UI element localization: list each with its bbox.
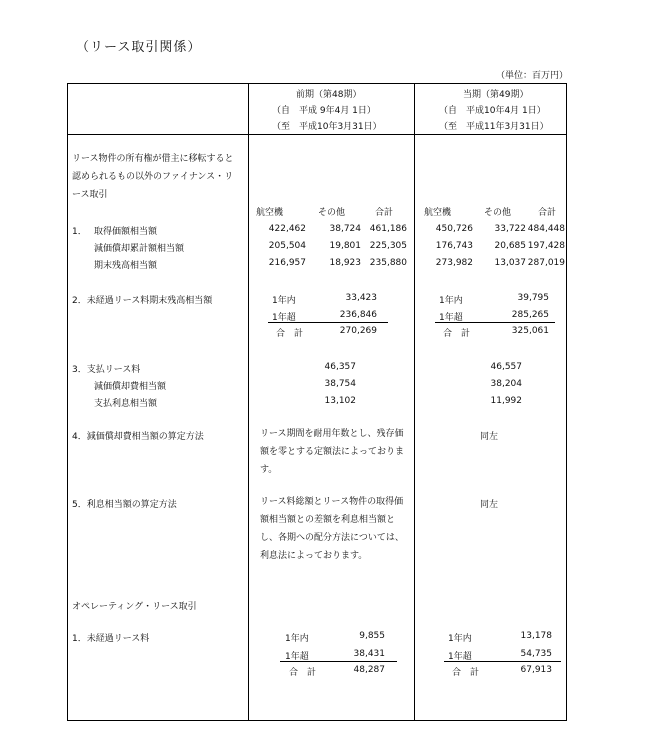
- item4-curr-text: 同左: [480, 432, 499, 442]
- prev-period-label: 前期（第48期）: [296, 90, 362, 100]
- header-divider: [67, 134, 567, 135]
- col-divider-1: [248, 83, 249, 721]
- curr-period-to: （至 平成11年3月31日）: [439, 122, 549, 132]
- item2-curr-within-label: 1年内: [439, 296, 463, 306]
- item1-row3-label: 期末残高相当額: [94, 261, 158, 271]
- item1-r2-curr-total: 197,428: [527, 241, 565, 251]
- op-curr-total-label: 合 計: [452, 668, 480, 678]
- item2-prev-rule: [268, 322, 388, 323]
- prev-col-total: 合計: [375, 208, 394, 218]
- item1-r2-prev-total: 225,305: [369, 241, 407, 251]
- op-curr-rule: [444, 661, 561, 662]
- item1-r3-prev-other: 18,923: [329, 258, 361, 268]
- item1-r2-prev-aircraft: 205,504: [268, 241, 306, 251]
- item5-prev-text: リース料総額とリース物件の取得価額相当額との差額を利息相当額とし、各期への配分方法については、利息法によっております。: [260, 497, 404, 561]
- item1-r1-prev-total: 461,186: [369, 224, 407, 234]
- item3-curr-lease: 46,557: [490, 362, 522, 372]
- item2-curr-over-label: 1年超: [439, 313, 463, 323]
- op-prev-total: 48,287: [353, 665, 385, 675]
- item1-r3-prev-total: 235,880: [369, 258, 407, 268]
- item2-prev-within: 33,423: [345, 293, 377, 303]
- item1-r3-prev-aircraft: 216,957: [268, 258, 306, 268]
- op-curr-total: 67,913: [520, 665, 552, 675]
- item1-r1-curr-other: 33,722: [494, 224, 526, 234]
- item2-prev-over-label: 1年超: [272, 313, 296, 323]
- item3-label: 3．支払リース料: [72, 365, 141, 375]
- item4-prev-text: リース期間を耐用年数とし、残存価額を零とする定額法によっております。: [260, 429, 405, 475]
- op-prev-over-label: 1年超: [285, 652, 309, 662]
- op-prev-over: 38,431: [353, 649, 385, 659]
- item1-r2-curr-other: 20,685: [494, 241, 526, 251]
- item1-row1-label: 取得価額相当額: [94, 227, 158, 237]
- item3-sub1-label: 減価償却費相当額: [94, 382, 167, 392]
- op-prev-within: 9,855: [359, 631, 385, 641]
- curr-col-total: 合計: [538, 208, 557, 218]
- item2-curr-total-label: 合 計: [443, 329, 471, 339]
- op-prev-within-label: 1年内: [285, 634, 309, 644]
- op-prev-total-label: 合 計: [289, 668, 317, 678]
- item1-r2-prev-other: 19,801: [329, 241, 361, 251]
- item2-label: 2．未経過リース料期末残高相当額: [72, 296, 213, 306]
- item1-r1-curr-total: 484,448: [527, 224, 565, 234]
- item2-prev-total-label: 合 計: [276, 329, 304, 339]
- item5-curr-text: 同左: [480, 500, 499, 510]
- item5-label: 5．利息相当額の算定方法: [72, 500, 177, 510]
- item1-r2-curr-aircraft: 176,743: [435, 241, 473, 251]
- item2-prev-within-label: 1年内: [272, 296, 296, 306]
- item1-row2-label: 減価償却累計額相当額: [94, 244, 185, 254]
- item2-prev-over: 236,846: [339, 310, 377, 320]
- unit-label: （単位：百万円）: [495, 71, 568, 81]
- prev-col-other: その他: [318, 208, 346, 218]
- curr-col-aircraft: 航空機: [424, 208, 452, 218]
- prev-col-aircraft: 航空機: [256, 208, 284, 218]
- op-curr-within: 13,178: [520, 631, 552, 641]
- curr-period-label: 当期（第49期）: [463, 90, 529, 100]
- op-curr-over-label: 1年超: [448, 652, 472, 662]
- item1-r3-curr-aircraft: 273,982: [435, 258, 473, 268]
- item3-prev-lease: 46,357: [324, 362, 356, 372]
- item2-prev-total: 270,269: [339, 326, 377, 336]
- item1-r1-prev-aircraft: 422,462: [268, 224, 306, 234]
- item3-curr-int: 11,992: [490, 396, 522, 406]
- curr-period-from: （自 平成10年4月 1日）: [439, 106, 546, 116]
- item2-curr-within: 39,795: [517, 293, 549, 303]
- finance-intro: リース物件の所有権が借主に移転すると認められるもの以外のファイナンス・リース取引: [72, 154, 234, 200]
- op-prev-rule: [280, 661, 397, 662]
- item1-r1-prev-other: 38,724: [329, 224, 361, 234]
- item1-r3-curr-other: 13,037: [494, 258, 526, 268]
- op-curr-within-label: 1年内: [448, 634, 472, 644]
- item2-curr-rule: [435, 322, 555, 323]
- page-title: （リース取引関係）: [76, 40, 202, 55]
- curr-col-other: その他: [484, 208, 512, 218]
- item3-sub2-label: 支払利息相当額: [94, 399, 158, 409]
- operating-heading: オペレーティング・リース取引: [72, 602, 197, 612]
- item1-r1-curr-aircraft: 450,726: [435, 224, 473, 234]
- item2-curr-total: 325,061: [511, 326, 549, 336]
- item3-curr-depr: 38,204: [490, 379, 522, 389]
- item3-prev-depr: 38,754: [324, 379, 356, 389]
- op-item1-label: 1．未経過リース料: [72, 634, 150, 644]
- op-curr-over: 54,735: [520, 649, 552, 659]
- prev-period-from: （自 平成 9年4月 1日）: [272, 106, 376, 116]
- item3-prev-int: 13,102: [324, 396, 356, 406]
- item2-curr-over: 285,265: [511, 310, 549, 320]
- col-divider-2: [414, 83, 415, 721]
- item1-r3-curr-total: 287,019: [527, 258, 565, 268]
- item1-number-label: 1．: [72, 227, 87, 237]
- item4-label: 4．減価償却費相当額の算定方法: [72, 432, 204, 442]
- prev-period-to: （至 平成10年3月31日）: [272, 122, 382, 132]
